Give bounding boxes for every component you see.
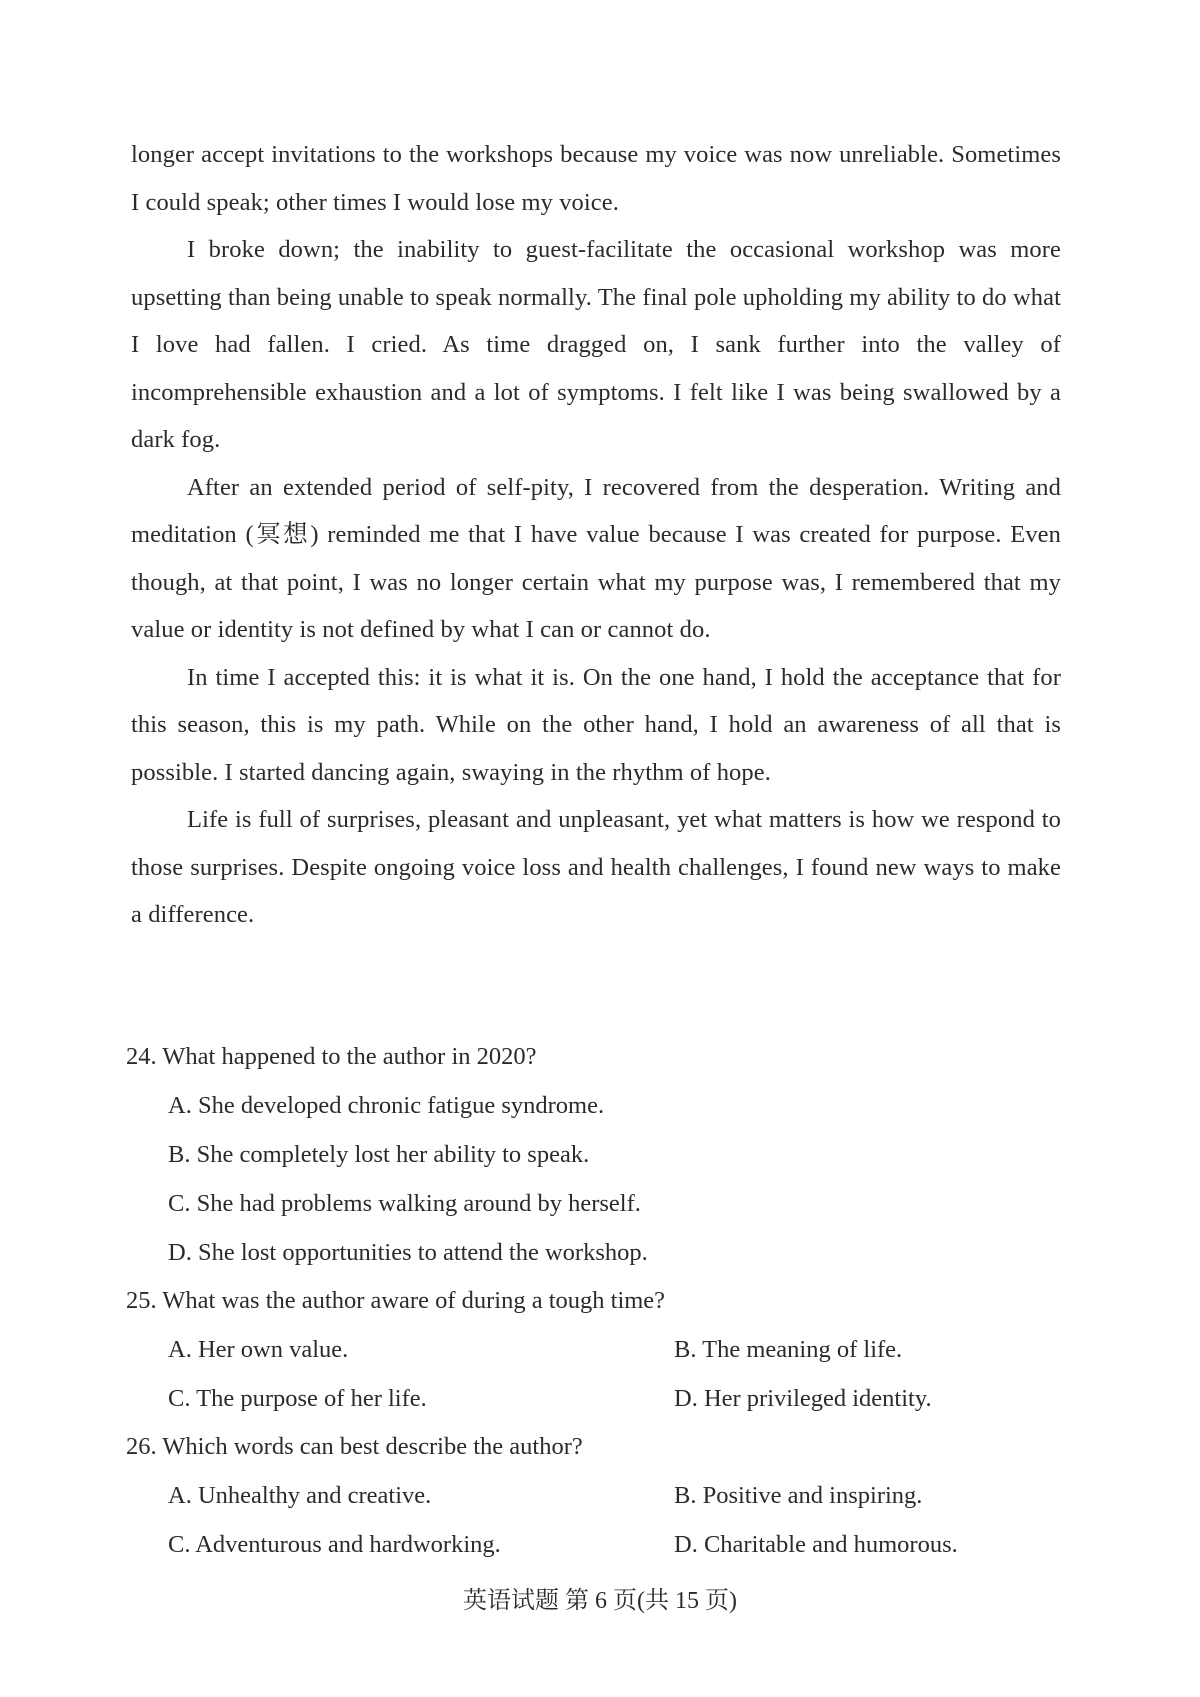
- option-c: C. The purpose of her life.: [168, 1384, 427, 1412]
- page-footer: 英语试题 第 6 页(共 15 页): [463, 1588, 737, 1614]
- option-a: A. Her own value.: [168, 1335, 349, 1363]
- passage-paragraph-3: After an extended period of self-pity, I recovered from the desperation. Writing and meditation (冥想) reminded me that I have value because I was created for purpose. Even though, at that point, I was no longer certain what my purpose was, I remembered that my value or identity is not defined by what I can or cannot do.: [131, 473, 1061, 643]
- question-stem: 26. Which words can best describe the author?: [126, 1433, 583, 1460]
- question-25: [126, 1277, 1066, 1423]
- question-24: [126, 1033, 1066, 1277]
- option-d: D. Her privileged identity.: [674, 1384, 932, 1412]
- reading-passage: [131, 131, 1061, 939]
- passage-paragraph-1: longer accept invitations to the workshops because my voice was now unreliable. Sometimes I could speak; other times I would lose my voice.: [131, 141, 1061, 216]
- option-a: A. Unhealthy and creative.: [168, 1481, 432, 1509]
- option-c: C. She had problems walking around by herself.: [168, 1189, 641, 1217]
- passage-paragraph-4: In time I accepted this: it is what it is. On the one hand, I hold the acceptance that for this season, this is my path. While on the other hand, I hold an awareness of all that is possible. I started dancing again, swaying in the rhythm of hope.: [131, 663, 1061, 786]
- option-b: B. She completely lost her ability to speak.: [168, 1140, 590, 1168]
- option-b: B. The meaning of life.: [674, 1335, 903, 1363]
- option-d: D. Charitable and humorous.: [674, 1530, 958, 1558]
- question-stem: 24. What happened to the author in 2020?: [126, 1043, 537, 1070]
- question-stem: 25. What was the author aware of during a tough time?: [126, 1287, 666, 1314]
- option-c: C. Adventurous and hardworking.: [168, 1530, 501, 1558]
- passage-paragraph-5: Life is full of surprises, pleasant and unpleasant, yet what matters is how we respond to those surprises. Despite ongoing voice loss and health challenges, I found new ways to make a difference.: [131, 806, 1061, 928]
- option-a: A. She developed chronic fatigue syndrome.: [168, 1091, 605, 1119]
- question-list: [126, 1033, 1066, 1569]
- option-b: B. Positive and inspiring.: [674, 1481, 923, 1509]
- option-d: D. She lost opportunities to attend the workshop.: [168, 1238, 648, 1266]
- question-26: [126, 1423, 1066, 1569]
- passage-paragraph-2: I broke down; the inability to guest-facilitate the occasional workshop was more upsetting than being unable to speak normally. The final pole upholding my ability to do what I love had fallen. I cried. As time dragged on, I sank further into the valley of incomprehensible exhaustion and a lot of symptoms. I felt like I was being swallowed by a dark fog.: [131, 236, 1061, 453]
